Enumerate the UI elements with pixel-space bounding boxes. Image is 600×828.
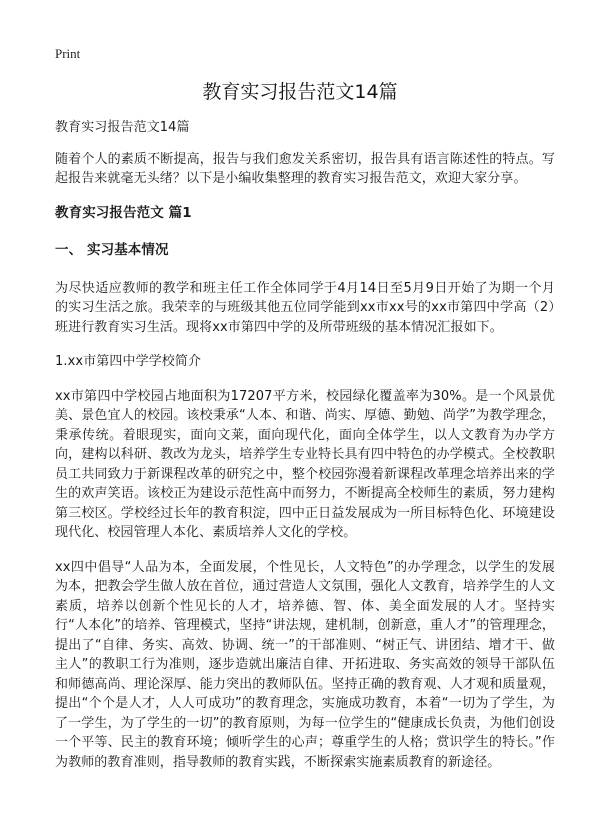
- document-subtitle: 教育实习报告范文14篇: [55, 120, 190, 135]
- section-heading: 教育实习报告范文 篇1: [55, 204, 192, 221]
- body-paragraph-campus: xx市第四中学校园占地面积为17207平方米，校园绿化覆盖率为30%。是一个风景优美、景色宜人的校园。该校秉承“人本、和谐、尚实、厚德、勤勉、尚学”为教学理念，秉承传统。着眼现实，面向文莱，面向现代化，面向全体学生，以人文教育为办学方向，建构以科研、教改为龙头，培养学生专业特长具有四中特色的办学模式。全校教职员工共同致力于新课程改革的研究之中，整个校园弥漫着新课程改革理念培养出来的学生的欢声笑语。该校正为建设示范性高中而努力，不断提高全校师生的素质，努力建构第三校区。学校经过长年的教育积淀，四中正日益发展成为一所目标特色化、环境建设现代化、校园管理人本化、素质培养人文化的学校。: [55, 388, 555, 540]
- document-body: [55, 118, 555, 787]
- school-intro-heading: 1.xx市第四中学学校简介: [55, 354, 202, 369]
- print-link[interactable]: Print: [55, 46, 81, 61]
- document-title: 教育实习报告范文14篇: [202, 81, 398, 103]
- body-paragraph-overview: 为尽快适应教师的教学和班主任工作全体同学于4月14日至5月9日开始了为期一个月的实习生活之旅。我荣幸的与班级其他五位同学能到xx市xx号的xx市第四中学高（2）班进行教育实习生活。现将xx市第四中学的及所带班级的基本情况汇报如下。: [55, 280, 555, 335]
- intro-paragraph: 随着个人的素质不断提高，报告与我们愈发关系密切，报告具有语言陈述性的特点。写起报告来就毫无头绪？以下是小编收集整理的教育实习报告范文，欢迎大家分享。: [55, 151, 555, 186]
- subsection-heading: 一、 实习基本情况: [55, 242, 169, 258]
- body-paragraph-philosophy: xx四中倡导“人品为本，全面发展，个性见长，人文特色”的办学理念，以学生的发展为本，把教会学生做人放在首位，通过营造人文氛围，强化人文教育，培养学生的人文素质，培养以创新个性见长的人才，培养德、智、体、美全面发展的人才。坚持实行“人本化”的培养、管理模式，坚持“讲法规，建机制，创新意，重人才”的管理理念，提出了“自律、务实、高效、协调、统一”的干部准则、“树正气、讲团结、增才干、做主人”的教职工行为准则，逐步造就出廉洁自律、开拓进取、务实高效的领导干部队伍和师德高尚、理论深厚、能力突出的教师队伍。坚持正确的教育观、人才观和质量观，提出“个个是人才，人人可成功”的教育理念，实施成功教育，本着“一切为了学生，为了一学生，为了学生的一切”的教育原则，为每一位学生的“健康成长负责，为他们创设一个平等、民主的教育环境；倾听学生的心声；尊重学生的人格；赏识学生的特长。”作为教师的教育准则，指导教师的教育实践，不断探索实施素质教育的新途径。: [55, 559, 555, 770]
